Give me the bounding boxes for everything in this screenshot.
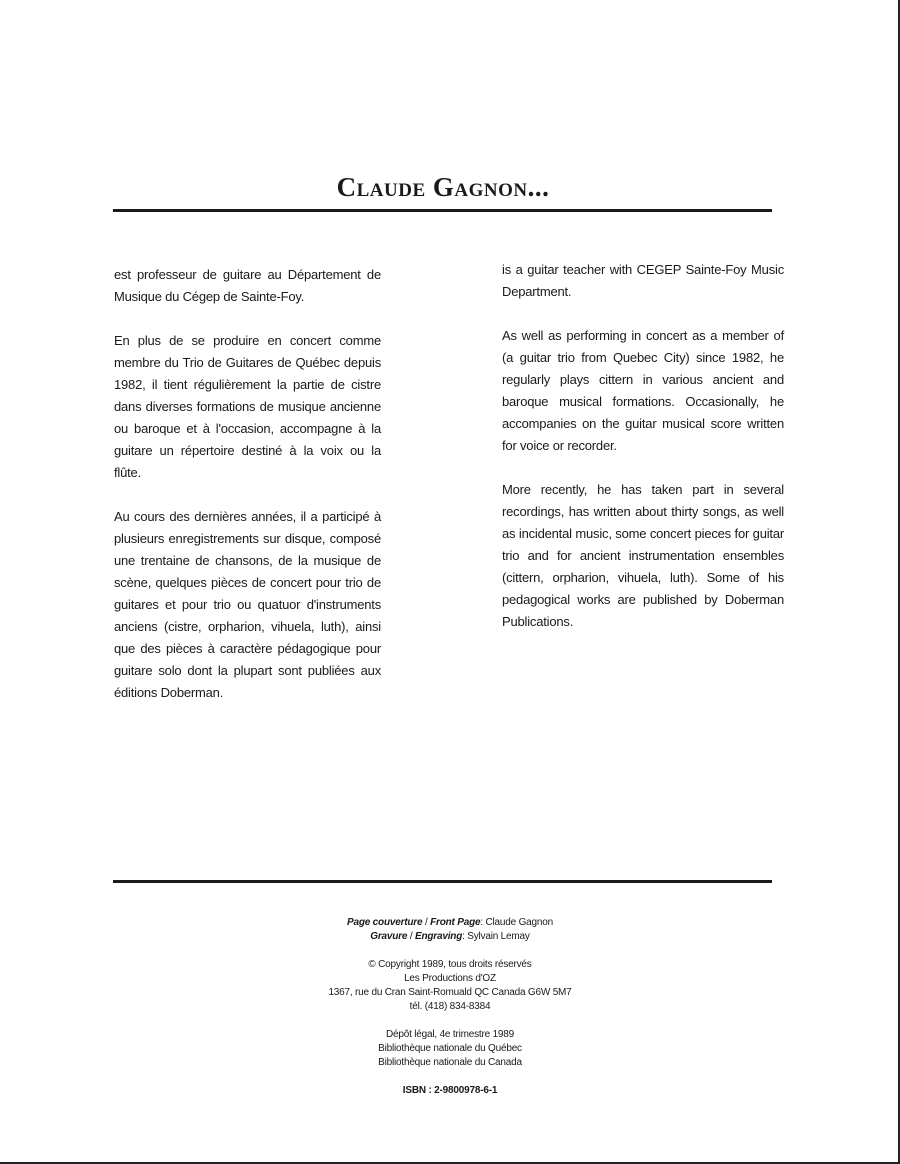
publisher-info: [0, 958, 900, 1014]
colophon: [0, 916, 900, 1098]
engraving-credit: [0, 930, 900, 944]
english-paragraph: More recently, he has taken part in several recordings, has written about thirty songs, as well as incidental music, some concert pieces for guitar trio and for ancient instrumentation ensembles (cittern, orpharion, vihuela, luth). Some of his pedagogical works are published by Doberman Publications.: [502, 482, 784, 629]
cover-label: Page couverture: [347, 917, 423, 928]
english-biography: [502, 259, 784, 655]
cover-value: : Claude Gagnon: [480, 917, 553, 928]
french-paragraph: Au cours des dernières années, il a participé à plusieurs enregistrements sur disque, composé une trentaine de chansons, de la musique de scène, quelques pièces de concert pour trio de guitares et pour trio ou quatuor d'instruments anciens (cistre, orpharion, vihuela, luth), ainsi que des pièces à caractère pédagogique pour guitare solo dont la plupart sont publiées aux éditions Doberman.: [114, 509, 381, 700]
french-biography: [114, 264, 381, 726]
page-title: Claude Gagnon...: [336, 172, 550, 202]
engraving-separator: /: [407, 931, 415, 942]
engraving-label-en: Engraving: [415, 931, 463, 942]
library-quebec: Bibliothèque nationale du Québec: [378, 1043, 522, 1054]
title-divider: [113, 209, 772, 212]
publisher-name: Les Productions d'OZ: [404, 973, 496, 984]
deposit-line: Dépôt légal, 4e trimestre 1989: [386, 1029, 514, 1040]
cover-label-en: Front Page: [430, 917, 481, 928]
english-paragraph: As well as performing in concert as a member of (a guitar trio from Quebec City) since 1982, he regularly plays cittern in various ancient and baroque musical formations. Occasionally, he accompanies on the guitar musical score written for voice or recorder.: [502, 328, 784, 453]
footer-divider: [113, 880, 772, 883]
english-paragraph: is a guitar teacher with CEGEP Sainte-Foy Music Department.: [502, 262, 784, 299]
credits: [0, 916, 900, 944]
french-paragraph: est professeur de guitare au Département de Musique du Cégep de Sainte-Foy.: [114, 267, 381, 304]
isbn: ISBN : 2-9800978-6-1: [402, 1085, 498, 1096]
publisher-address: 1367, rue du Cran Saint-Romuald QC Canada G6W 5M7: [328, 987, 572, 998]
engraving-value: : Sylvain Lemay: [462, 931, 530, 942]
legal-deposit: [0, 1028, 900, 1070]
copyright: © Copyright 1989, tous droits réservés: [368, 959, 532, 970]
library-canada: Bibliothèque nationale du Canada: [378, 1057, 522, 1068]
french-paragraph: En plus de se produire en concert comme membre du Trio de Guitares de Québec depuis 1982, il tient régulièrement la partie de cistre dans diverses formations de musique ancienne ou baroque et à l'occasion, accompagne à la guitare un répertoire destiné à la voix ou la flûte.: [114, 333, 381, 480]
engraving-label: Gravure: [370, 931, 408, 942]
cover-credit: [0, 916, 900, 930]
cover-separator: /: [422, 917, 431, 928]
publisher-phone: tél. (418) 834-8384: [409, 1001, 491, 1012]
